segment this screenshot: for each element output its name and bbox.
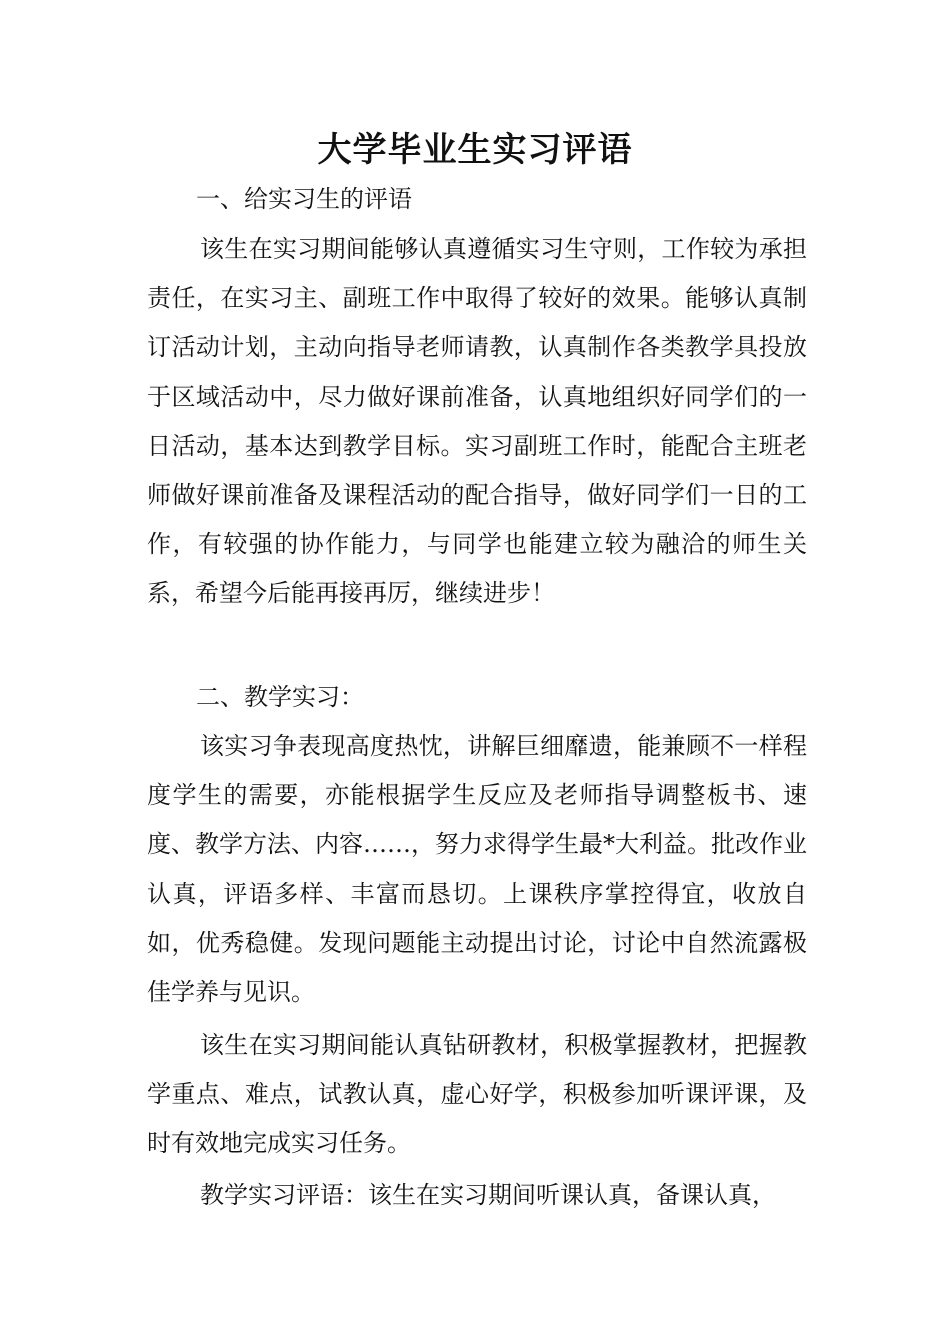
paragraph-teaching-2: 该生在实习期间能认真钻研教材，积极掌握教材，把握教学重点、难点，试教认真，虚心好学，积极参加听课评课，及时有效地完成实习任务。 xyxy=(147,1031,807,1158)
document-title: 大学毕业生实习评语 xyxy=(317,130,633,170)
paragraph-intern-comment: 该生在实习期间能够认真遵循实习生守则，工作较为承担责任，在实习主、副班工作中取得了较好的效果。能够认真制订活动计划，主动向指导老师请教，认真制作各类教学具投放于区域活动中，尽力做好课前准备，认真地组织好同学们的一日活动，基本达到教学目标。实习副班工作时，能配合主班老师做好课前准备及课程活动的配合指导，做好同学们一日的工作，有较强的协作能力，与同学也能建立较为融洽的师生关系，希望今后能再接再厉，继续进步！ xyxy=(147,235,807,608)
section-heading-2: 二、教学实习： xyxy=(196,683,364,711)
paragraph-teaching-3: 教学实习评语：该生在实习期间听课认真，备课认真， xyxy=(200,1181,776,1209)
section-heading-1: 一、给实习生的评语 xyxy=(196,185,412,213)
paragraph-teaching-1: 该实习争表现高度热忱，讲解巨细靡遗，能兼顾不一样程度学生的需要，亦能根据学生反应及老师指导调整板书、速度、教学方法、内容……，努力求得学生最*大利益。批改作业认真，评语多样、丰富而恳切。上课秩序掌控得宜，收放自如，优秀稳健。发现问题能主动提出讨论，讨论中自然流露极佳学养与见识。 xyxy=(147,732,807,1007)
